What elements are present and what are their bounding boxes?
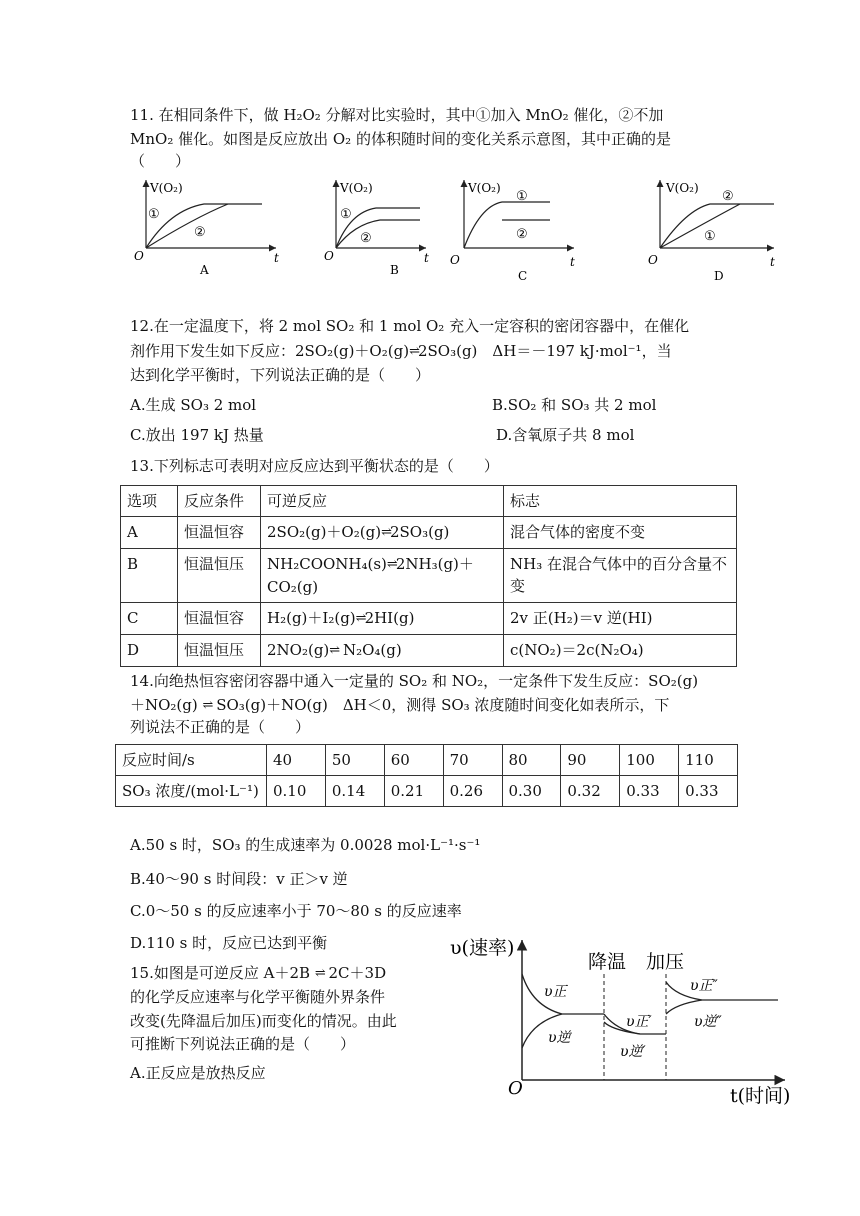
graph-b-ylabel: V(O₂) — [340, 181, 373, 195]
q11-graphs — [130, 176, 810, 288]
cool-label: 降温 — [588, 951, 627, 973]
v-reverse3-label: υ逆″ — [694, 1014, 722, 1030]
table-row: A 恒温恒容 2SO₂(g)＋O₂(g)⇌2SO₃(g) 混合气体的密度不变 — [121, 517, 737, 549]
q14-line1: 14.向绝热恒容密闭容器中通入一定量的 SO₂ 和 NO₂，一定条件下发生反应：SO₂(g) — [130, 672, 699, 690]
svg-text:t: t — [274, 251, 279, 265]
time-axis-label: t(时间) — [730, 1085, 791, 1107]
q11-line2: MnO₂ 催化。如图是反应放出 O₂ 的体积随时间的变化关系示意图，其中正确的是 — [130, 130, 671, 148]
q12-option-c: C.放出 197 kJ 热量 — [130, 426, 264, 444]
table-row: B 恒温恒压 NH₂COONH₄(s)⇌2NH₃(g)＋ CO₂(g) NH₃ 在混合气体中的百分含量不变 — [121, 549, 737, 603]
q14-option-c: C.0～50 s 的反应速率小于 70～80 s 的反应速率 — [130, 902, 462, 920]
q13-stem: 13.下列标志可表明对应反应达到平衡状态的是（ ） — [130, 457, 499, 475]
q14-line3: 列说法不正确的是（ ） — [130, 718, 311, 736]
graph-a-label: A — [200, 263, 209, 277]
svg-text:②: ② — [722, 189, 734, 204]
q15-line3: 改变(先降温后加压)而变化的情况。由此 — [130, 1012, 397, 1030]
q14-option-d: D.110 s 时，反应已达到平衡 — [130, 934, 328, 952]
v-reverse2-label: υ逆′ — [620, 1044, 646, 1060]
q15-line2: 的化学反应速率与化学平衡随外界条件 — [130, 988, 386, 1006]
rate-axis-label: υ(速率) — [450, 937, 515, 959]
svg-text:O: O — [648, 253, 658, 267]
q12-option-a: A.生成 SO₃ 2 mol — [130, 396, 257, 414]
svg-text:t: t — [570, 255, 575, 269]
q12-option-b: B.SO₂ 和 SO₃ 共 2 mol — [492, 396, 657, 414]
v-forward2-label: υ正′ — [626, 1014, 652, 1030]
graph-c-ylabel: V(O₂) — [468, 181, 501, 195]
v-forward3-label: υ正″ — [690, 978, 718, 994]
svg-text:②: ② — [516, 227, 528, 242]
svg-text:O: O — [324, 249, 334, 263]
svg-text:①: ① — [516, 189, 528, 204]
v-forward-label: υ正 — [544, 984, 567, 1000]
table-header-row: 选项 反应条件 可逆反应 标志 — [121, 486, 737, 517]
press-label: 加压 — [646, 951, 685, 973]
q12-line1: 12.在一定温度下，将 2 mol SO₂ 和 1 mol O₂ 充入一定容积的密闭容器中，在催化 — [130, 317, 690, 335]
q14-table — [115, 744, 738, 807]
q11-line3: （ ） — [130, 152, 191, 170]
concentration-row: SO₃ 浓度/(mol·L⁻¹) 0.10 0.14 0.21 0.26 0.30 0.32 0.33 0.33 — [116, 776, 738, 807]
v-reverse-label: υ逆 — [548, 1030, 571, 1046]
svg-text:①: ① — [704, 229, 716, 244]
q14-line2: ＋NO₂(g) ⇌ SO₃(g)＋NO(g) ΔH＜0，测得 SO₃ 浓度随时间变化如表所示，下 — [130, 696, 670, 714]
q12-line2: 剂作用下发生如下反应：2SO₂(g)＋O₂(g)⇌2SO₃(g) ΔH＝－197 kJ·mol⁻¹，当 — [130, 342, 672, 360]
q14-option-a: A.50 s 时，SO₃ 的生成速率为 0.0028 mol·L⁻¹·s⁻¹ — [130, 836, 481, 854]
graph-c — [450, 180, 575, 283]
graph-a-ylabel: V(O₂) — [150, 181, 183, 195]
graph-b — [324, 180, 429, 277]
graph-d — [648, 180, 775, 283]
svg-text:②: ② — [360, 231, 372, 246]
svg-text:O: O — [450, 253, 460, 267]
origin-label: O — [508, 1078, 523, 1099]
svg-text:②: ② — [194, 225, 206, 240]
q15-line1: 15.如图是可逆反应 A＋2B ⇌ 2C＋3D — [130, 964, 387, 982]
time-row: 反应时间/s 40 50 60 70 80 90 100 110 — [116, 745, 738, 776]
q15-line4: 可推断下列说法正确的是（ ） — [130, 1035, 356, 1053]
svg-text:①: ① — [340, 207, 352, 222]
svg-text:①: ① — [148, 207, 160, 222]
q12-option-d: D.含氧原子共 8 mol — [496, 426, 635, 444]
svg-text:t: t — [424, 251, 429, 265]
q15-option-a: A.正反应是放热反应 — [130, 1064, 266, 1082]
q14-option-b: B.40～90 s 时间段：v 正＞v 逆 — [130, 870, 348, 888]
graph-d-label: D — [714, 269, 724, 283]
graph-d-ylabel: V(O₂) — [666, 181, 699, 195]
table-row: C 恒温恒容 H₂(g)＋I₂(g)⇌2HI(g) 2v 正(H₂)＝v 逆(HI) — [121, 603, 737, 635]
q15-rate-graph — [440, 930, 810, 1110]
svg-text:O: O — [134, 249, 144, 263]
q12-line3: 达到化学平衡时，下列说法正确的是（ ） — [130, 366, 431, 384]
graph-c-label: C — [518, 269, 528, 283]
table-row: D 恒温恒压 2NO₂(g)⇌ N₂O₄(g) c(NO₂)＝2c(N₂O₄) — [121, 635, 737, 667]
graph-a — [134, 180, 279, 277]
svg-text:t: t — [770, 255, 775, 269]
q13-table — [120, 485, 737, 667]
q11-line1: 11. 在相同条件下，做 H₂O₂ 分解对比实验时，其中①加入 MnO₂ 催化，②不加 — [130, 106, 664, 124]
graph-b-label: B — [390, 263, 399, 277]
